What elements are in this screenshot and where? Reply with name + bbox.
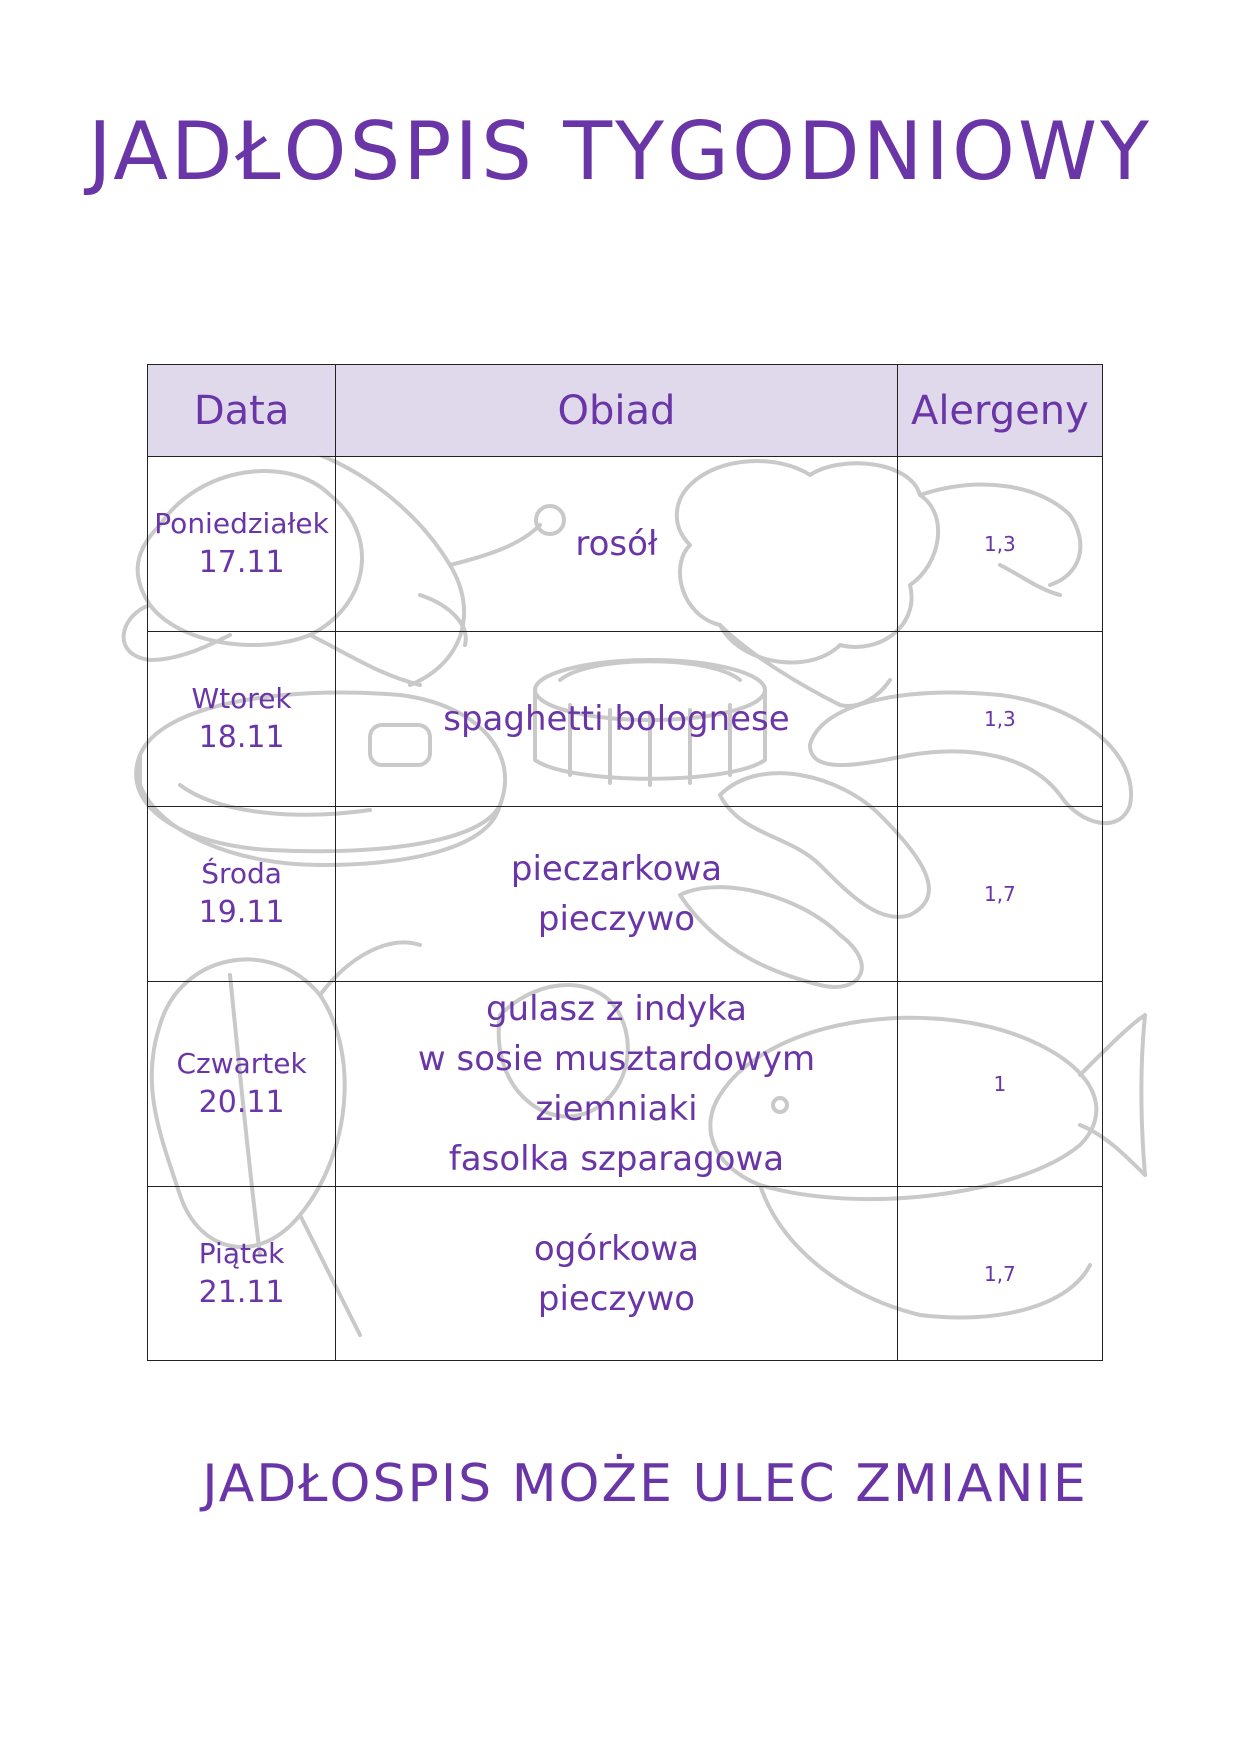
meal-item: ogórkowa [533, 1228, 700, 1269]
meal-cell [336, 807, 898, 982]
meal-item: ziemniaki [535, 1089, 698, 1129]
meal-item: fasolka szparagowa [448, 1139, 785, 1179]
allergen-codes: 1,7 [983, 882, 1016, 906]
allergen-codes: 1,7 [983, 1261, 1016, 1286]
table-row [148, 982, 1103, 1187]
allergens-cell [897, 457, 1102, 632]
meal-item: rosół [575, 524, 658, 564]
day-name: Wtorek [191, 682, 292, 715]
menu-table [147, 364, 1103, 1361]
meal-cell [336, 982, 898, 1187]
allergens-cell [897, 982, 1102, 1187]
table-header-row [148, 365, 1103, 457]
meal-item: spaghetti bolognese [443, 699, 790, 739]
meal-item: w sosie musztardowym [417, 1039, 816, 1079]
allergens-cell [897, 807, 1102, 982]
footer-note: JADŁOSPIS MOŻE ULEC ZMIANIE [202, 1454, 1088, 1514]
day-date: 18.11 [198, 720, 285, 755]
meal-cell [336, 1187, 898, 1361]
table-row [148, 1187, 1103, 1361]
meal-cell [336, 457, 898, 632]
page-title: JADŁOSPIS TYGODNIOWY [88, 105, 1152, 198]
header-date: Data [148, 365, 336, 457]
header-meal: Obiad [336, 365, 898, 457]
day-name: Środa [201, 857, 282, 890]
allergens-cell [897, 632, 1102, 807]
day-date: 21.11 [198, 1274, 285, 1310]
meal-item: gulasz z indyka [485, 989, 747, 1029]
date-cell [148, 982, 336, 1187]
date-cell [148, 632, 336, 807]
day-date: 17.11 [198, 545, 285, 580]
date-cell [148, 1187, 336, 1361]
meal-cell [336, 632, 898, 807]
allergen-codes: 1,3 [983, 532, 1016, 556]
header-allergens: Alergeny [897, 365, 1102, 457]
table-row [148, 632, 1103, 807]
day-date: 20.11 [198, 1085, 285, 1120]
table-row [148, 807, 1103, 982]
table-row [148, 457, 1103, 632]
day-date: 19.11 [198, 895, 285, 930]
meal-item: pieczywo [537, 1278, 696, 1319]
date-cell [148, 457, 336, 632]
day-name: Poniedziałek [154, 507, 329, 540]
day-name: Czwartek [176, 1047, 307, 1080]
meal-item: pieczarkowa [510, 849, 723, 889]
meal-item: pieczywo [537, 899, 696, 939]
allergen-codes: 1,3 [983, 707, 1016, 731]
date-cell [148, 807, 336, 982]
allergen-codes: 1 [993, 1072, 1007, 1096]
day-name: Piątek [198, 1236, 285, 1270]
allergens-cell [897, 1187, 1102, 1361]
